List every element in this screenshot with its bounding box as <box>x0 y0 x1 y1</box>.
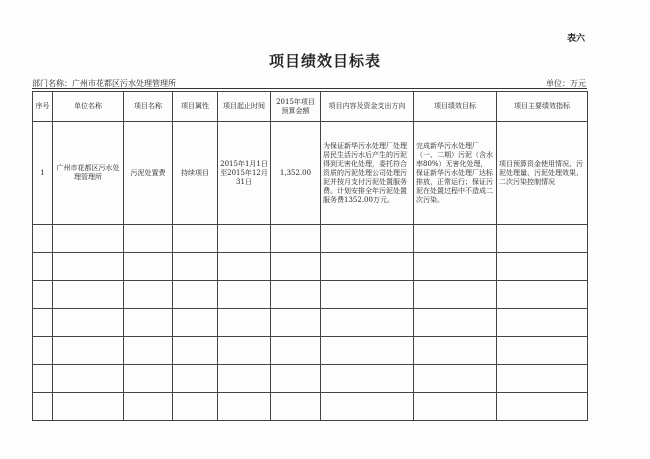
empty-cell <box>218 281 271 309</box>
empty-cell <box>271 225 321 253</box>
empty-cell <box>33 309 53 337</box>
empty-cell <box>33 393 53 421</box>
empty-cell <box>497 225 588 253</box>
empty-cell <box>321 337 414 365</box>
empty-cell <box>173 365 218 393</box>
project-name-cell: 污泥处置费 <box>124 122 173 225</box>
empty-cell <box>321 281 414 309</box>
empty-cell <box>33 225 53 253</box>
unit-label: 单位：万元 <box>546 79 586 88</box>
empty-cell <box>173 393 218 421</box>
empty-cell <box>53 365 124 393</box>
empty-cell <box>497 365 588 393</box>
target-cell: 完成新华污水处理厂（一、二期）污泥（含水率80%）无害化处理，保证新华污水处理厂达标排放，正常运行；保证污泥在处置过程中不造成二次污染。 <box>414 122 497 225</box>
empty-cell <box>497 393 588 421</box>
department-name: 部门名称：广州市花都区污水处理管理所 <box>32 79 176 88</box>
table-number: 表六 <box>567 34 586 44</box>
row-number: 1 <box>33 122 53 225</box>
empty-cell <box>173 337 218 365</box>
empty-cell <box>321 253 414 281</box>
empty-cell <box>271 253 321 281</box>
empty-row <box>33 365 588 393</box>
empty-cell <box>218 309 271 337</box>
empty-cell <box>414 281 497 309</box>
empty-cell <box>414 365 497 393</box>
empty-cell <box>497 337 588 365</box>
empty-cell <box>124 281 173 309</box>
empty-cell <box>53 309 124 337</box>
page-title: 项目绩效目标表 <box>268 52 381 70</box>
performance-table <box>32 91 588 421</box>
empty-cell <box>497 281 588 309</box>
empty-cell <box>218 393 271 421</box>
header-cell: 项目名称 <box>124 92 173 122</box>
empty-row <box>33 253 588 281</box>
budget-cell: 1,352.00 <box>271 122 321 225</box>
empty-cell <box>53 225 124 253</box>
empty-cell <box>218 253 271 281</box>
empty-cell <box>124 337 173 365</box>
divider <box>32 88 587 89</box>
empty-cell <box>53 281 124 309</box>
empty-cell <box>53 337 124 365</box>
empty-cell <box>414 225 497 253</box>
header-cell: 单位名称 <box>53 92 124 122</box>
empty-cell <box>321 393 414 421</box>
empty-cell <box>173 225 218 253</box>
empty-cell <box>124 393 173 421</box>
empty-cell <box>271 309 321 337</box>
empty-cell <box>414 309 497 337</box>
empty-cell <box>33 281 53 309</box>
empty-cell <box>124 365 173 393</box>
empty-cell <box>414 253 497 281</box>
empty-cell <box>218 337 271 365</box>
empty-cell <box>271 393 321 421</box>
empty-cell <box>124 253 173 281</box>
empty-cell <box>53 393 124 421</box>
empty-cell <box>33 365 53 393</box>
header-cell: 序号 <box>33 92 53 122</box>
empty-cell <box>497 253 588 281</box>
empty-cell <box>321 365 414 393</box>
empty-cell <box>124 309 173 337</box>
project-attr-cell: 持续项目 <box>173 122 218 225</box>
header-cell: 项目绩效目标 <box>414 92 497 122</box>
empty-cell <box>33 337 53 365</box>
empty-row <box>33 309 588 337</box>
empty-cell <box>271 281 321 309</box>
empty-row <box>33 393 588 421</box>
empty-cell <box>414 337 497 365</box>
header-row <box>33 92 588 122</box>
header-cell: 项目属性 <box>173 92 218 122</box>
empty-cell <box>321 309 414 337</box>
empty-cell <box>173 309 218 337</box>
empty-cell <box>497 309 588 337</box>
empty-row <box>33 337 588 365</box>
content-cell: 为保证新华污水处理厂处理居民生活污水后产生的污泥得到无害化处理，委托符合资质的污泥处理公司处理污泥并按月支付污泥处置服务费。计划安排全年污泥处置服务费1352.00万元。 <box>321 122 414 225</box>
empty-cell <box>218 225 271 253</box>
empty-row <box>33 281 588 309</box>
empty-cell <box>414 393 497 421</box>
empty-cell <box>321 225 414 253</box>
indicator-cell: 项目预算资金使用情况、污泥处理量、污泥处理效果、二次污染控制情况 <box>497 122 588 225</box>
header-cell: 项目起止时间 <box>218 92 271 122</box>
empty-cell <box>271 365 321 393</box>
header-cell: 项目内容及资金支出方向 <box>321 92 414 122</box>
empty-cell <box>271 337 321 365</box>
header-cell: 项目主要绩效指标 <box>497 92 588 122</box>
unit-name-cell: 广州市花都区污水处理管理所 <box>53 122 124 225</box>
empty-cell <box>53 253 124 281</box>
table-row <box>33 122 588 225</box>
empty-cell <box>173 281 218 309</box>
header-cell: 2015年项目预算金额 <box>271 92 321 122</box>
empty-row <box>33 225 588 253</box>
project-period-cell: 2015年1月1日至2015年12月31日 <box>218 122 271 225</box>
empty-cell <box>33 253 53 281</box>
empty-cell <box>173 253 218 281</box>
empty-cell <box>124 225 173 253</box>
empty-cell <box>218 365 271 393</box>
